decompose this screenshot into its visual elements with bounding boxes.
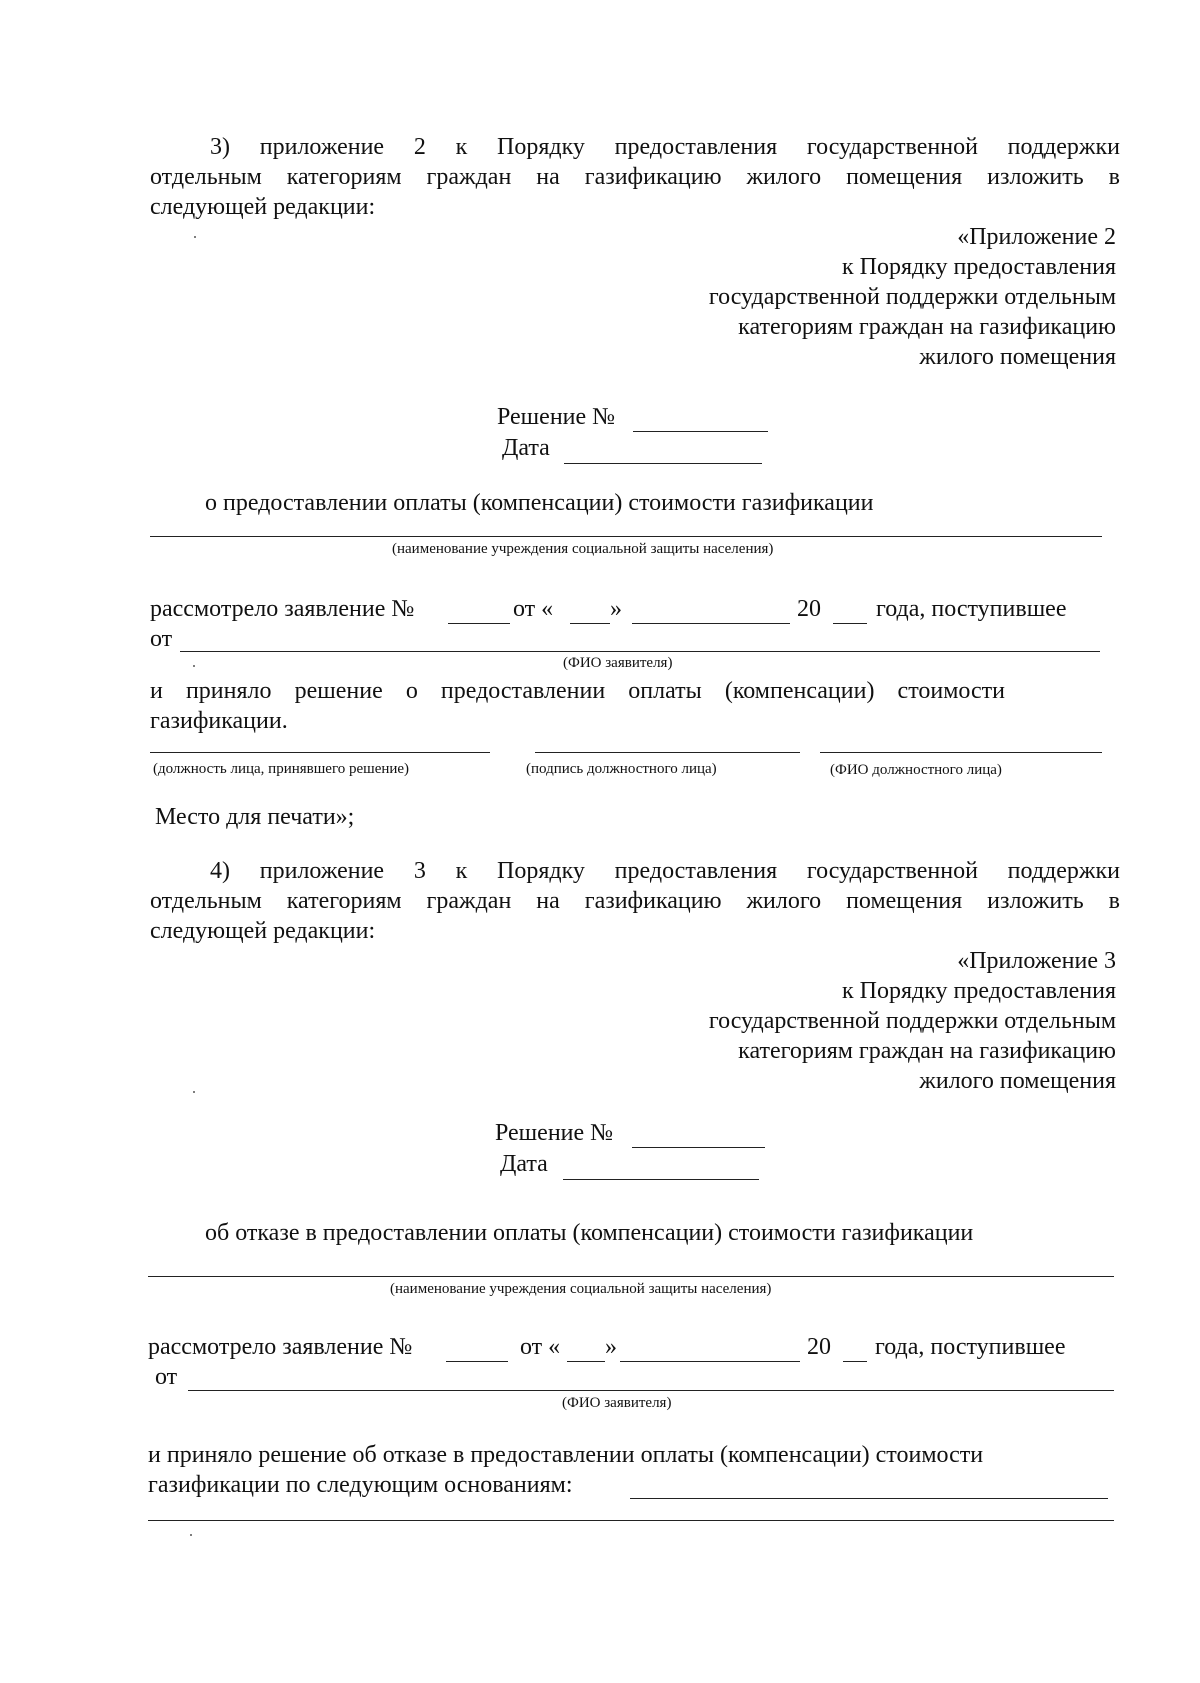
section3-applicant-caption: (ФИО заявителя) (563, 655, 673, 671)
section4-year-field[interactable] (843, 1361, 867, 1362)
section3-position-caption: (должность лица, принявшего решение) (153, 761, 410, 777)
section4-close-quote: » (605, 1334, 617, 1360)
section4-from-quote: от « (520, 1334, 561, 1360)
scan-speck (190, 1534, 192, 1536)
section3-stamp-place: Место для печати»; (155, 804, 355, 830)
section4-year-prefix: 20 (807, 1334, 831, 1360)
annex-line: категориям граждан на газификацию (738, 1038, 1116, 1064)
section4-decision-line-2: газификации по следующим основаниям: (148, 1472, 573, 1498)
section3-date-field[interactable] (564, 463, 762, 464)
section4-considered-label: рассмотрело заявление № (148, 1334, 413, 1360)
section3-institution-field[interactable] (150, 536, 1102, 537)
annex-line: категориям граждан на газификацию (738, 314, 1116, 340)
annex-line: жилого помещения (919, 1068, 1116, 1094)
section3-intro-line: следующей редакции: (150, 194, 376, 220)
annex-line: государственной поддержки отдельным (708, 284, 1116, 310)
annex-line: к Порядку предоставления (841, 254, 1116, 280)
section3-annex-header (556, 222, 1116, 372)
section3-year-field[interactable] (833, 623, 867, 624)
section3-decision-line: и приняло решение о предоставлении оплаты (компенсации) стоимости (150, 678, 1005, 704)
section4-intro-line: отдельным категориям граждан на газификацию жилого помещения изложить в (150, 888, 1120, 914)
section3-official-name-field[interactable] (820, 752, 1102, 753)
scan-speck (193, 665, 195, 667)
section4-received-label: года, поступившее (875, 1334, 1066, 1360)
section4-grounds-field[interactable] (630, 1498, 1108, 1499)
section3-official-signature-field[interactable] (535, 752, 800, 753)
section3-year-prefix: 20 (797, 596, 821, 622)
section3-from-label: от (150, 626, 173, 652)
section4-date-label: Дата (500, 1151, 548, 1177)
section3-name-caption: (ФИО должностного лица) (830, 762, 1002, 778)
annex-line: «Приложение 2 (957, 224, 1116, 250)
annex-line: государственной поддержки отдельным (708, 1008, 1116, 1034)
section3-applicant-field[interactable] (180, 651, 1100, 652)
section3-official-position-field[interactable] (150, 752, 490, 753)
section4-applicant-field[interactable] (188, 1390, 1114, 1391)
section3-from-quote: от « (513, 596, 554, 622)
section3-institution-caption: (наименование учреждения социальной защиты населения) (392, 541, 774, 557)
section3-day-field[interactable] (570, 623, 610, 624)
scan-speck (193, 1091, 195, 1093)
section4-month-field[interactable] (620, 1361, 800, 1362)
section4-subject: об отказе в предоставлении оплаты (компенсации) стоимости газификации (205, 1220, 974, 1246)
annex-line: жилого помещения (919, 344, 1116, 370)
section4-intro-line: 4) приложение 3 к Порядку предоставления государственной поддержки (210, 858, 1120, 884)
section4-day-field[interactable] (567, 1361, 605, 1362)
scan-speck (194, 236, 196, 238)
section4-from-label: от (155, 1364, 178, 1390)
section4-intro (150, 856, 1120, 946)
section4-annex-header (556, 946, 1116, 1096)
section4-institution-field[interactable] (148, 1276, 1114, 1277)
section4-grounds-field-2[interactable] (148, 1520, 1114, 1521)
section3-received-label: года, поступившее (876, 596, 1067, 622)
section3-intro-line: 3) приложение 2 к Порядку предоставления государственной поддержки (210, 134, 1120, 160)
section4-date-field[interactable] (563, 1179, 759, 1180)
section3-decision-line: газификации. (150, 708, 288, 734)
annex-line: «Приложение 3 (957, 948, 1116, 974)
section3-decision-number-label: Решение № (497, 404, 616, 430)
section3-signature-caption: (подпись должностного лица) (526, 761, 717, 777)
section3-decision-text (150, 676, 1005, 736)
section3-month-field[interactable] (632, 623, 790, 624)
section4-application-number-field[interactable] (446, 1361, 508, 1362)
section3-intro (150, 132, 1120, 222)
section3-intro-line: отдельным категориям граждан на газификацию жилого помещения изложить в (150, 164, 1120, 190)
section4-applicant-caption: (ФИО заявителя) (562, 1395, 672, 1411)
section3-decision-number-field[interactable] (633, 431, 768, 432)
section4-decision-number-field[interactable] (632, 1147, 765, 1148)
section3-application-number-field[interactable] (448, 623, 510, 624)
section3-considered-label: рассмотрело заявление № (150, 596, 415, 622)
section4-decision-line-1: и приняло решение об отказе в предоставлении оплаты (компенсации) стоимости (148, 1442, 984, 1468)
section3-date-label: Дата (502, 435, 550, 461)
section3-subject: о предоставлении оплаты (компенсации) стоимости газификации (205, 490, 874, 516)
section4-decision-number-label: Решение № (495, 1120, 614, 1146)
section4-intro-line: следующей редакции: (150, 918, 376, 944)
section4-institution-caption: (наименование учреждения социальной защиты населения) (390, 1281, 772, 1297)
annex-line: к Порядку предоставления (841, 978, 1116, 1004)
section3-close-quote: » (610, 596, 622, 622)
